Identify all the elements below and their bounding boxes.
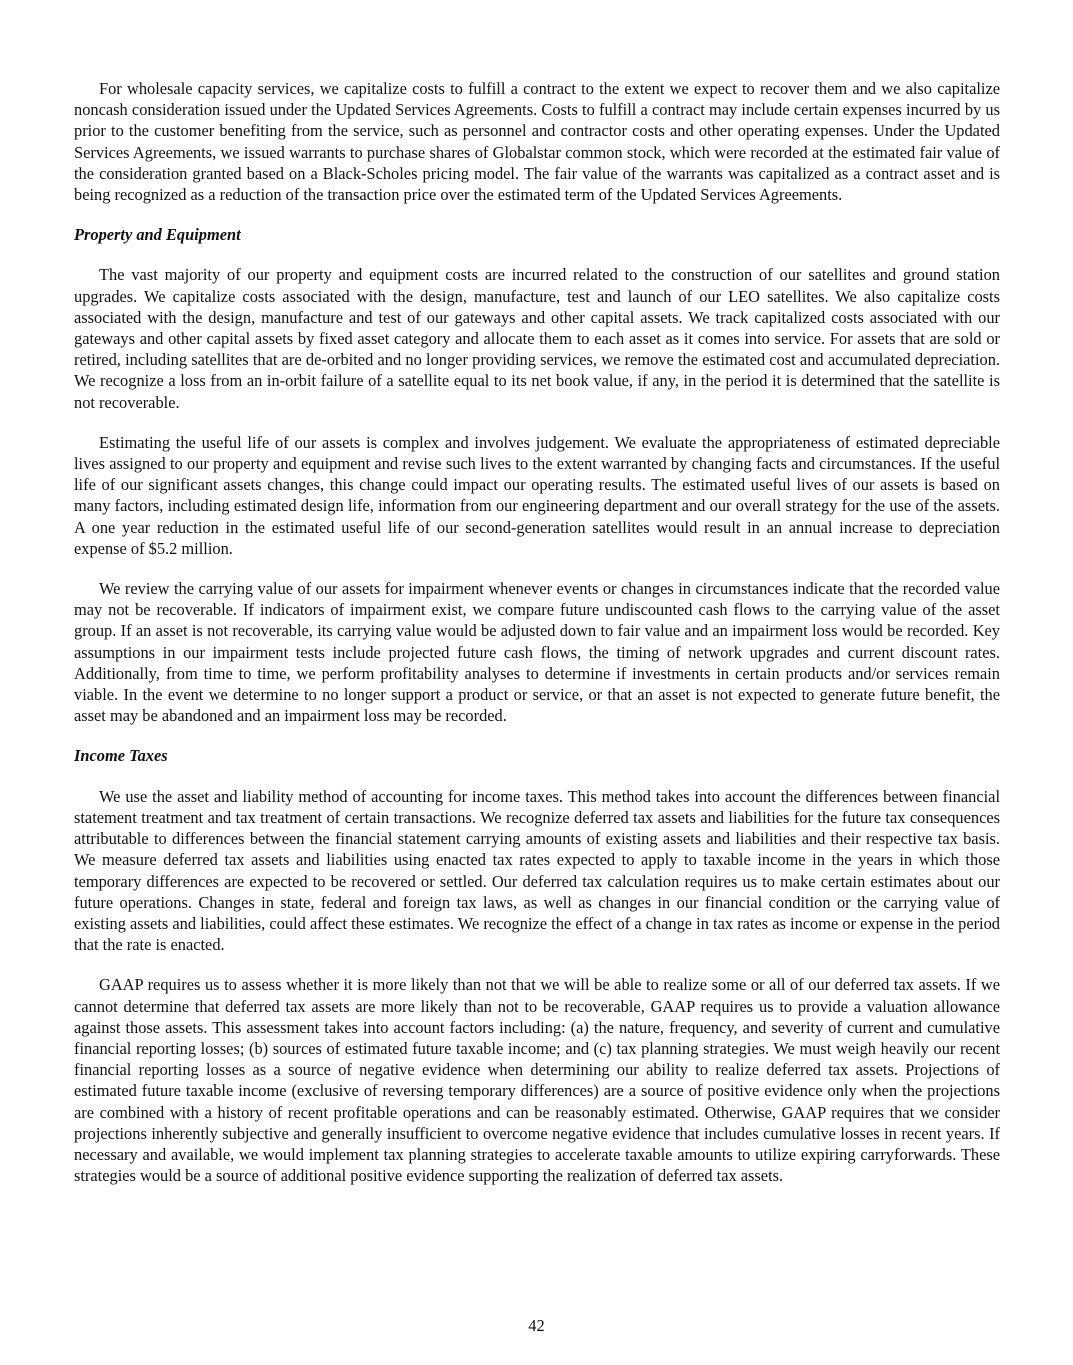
paragraph-property-costs: The vast majority of our property and equipment costs are incurred related to the construction of our satellites and ground station upgrades. We capitalize costs associated with the design, manufacture, test and launch of our LEO satellites. We also capitalize costs associated with the design, manufacture and test of our gateways and other capital assets. We track capitalized costs associated with our gateways and other capital assets by fixed asset category and allocate them to each asset as it comes into service. For assets that are sold or retired, including satellites that are de-orbited and no longer providing services, we remove the estimated cost and accumulated depreciation. We recognize a loss from an in-orbit failure of a satellite equal to its net book value, if any, in the period it is determined that the satellite is not recoverable. — [74, 265, 1000, 412]
paragraph-tax-method: We use the asset and liability method of accounting for income taxes. This method takes into account the differences between financial statement treatment and tax treatment of certain transactions. We recognize deferred tax assets and liabilities for the future tax consequences attributable to differences between the financial statement carrying amounts of existing assets and liabilities and their respective tax basis. We measure deferred tax assets and liabilities using enacted tax rates expected to apply to taxable income in the years in which those temporary differences are expected to be recovered or settled. Our deferred tax calculation requires us to make certain estimates about our future operations. Changes in state, federal and foreign tax laws, as well as changes in our financial condition or the carrying value of existing assets and liabilities, could affect these estimates. We recognize the effect of a change in tax rates as income or expense in the period that the rate is enacted. — [74, 786, 1000, 955]
paragraph-impairment: We review the carrying value of our assets for impairment whenever events or changes in circumstances indicate that the recorded value may not be recoverable. If indicators of impairment exist, we compare future undiscounted cash flows to the carrying value of the asset group. If an asset is not recoverable, its carrying value would be adjusted down to fair value and an impairment loss would be recorded. Key assumptions in our impairment tests include projected future cash flows, the timing of network upgrades and current discount rates. Additionally, from time to time, we perform profitability analyses to determine if investments in certain products and/or services remain viable. In the event we determine to no longer support a product or service, or that an asset is not expected to generate future benefit, the asset may be abandoned and an impairment loss may be recorded. — [74, 579, 1000, 726]
heading-property-and-equipment: Property and Equipment — [74, 225, 241, 245]
document-body — [74, 78, 1000, 1205]
paragraph-valuation-allowance: GAAP requires us to assess whether it is more likely than not that we will be able to realize some or all of our deferred tax assets. If we cannot determine that deferred tax assets are more likely than not to be recoverable, GAAP requires us to provide a valuation allowance against those assets. This assessment takes into account factors including: (a) the nature, frequency, and severity of current and cumulative financial reporting losses; (b) sources of estimated future taxable income; and (c) tax planning strategies. We must weigh heavily our recent financial reporting losses as a source of negative evidence when determining our ability to realize deferred tax assets. Projections of estimated future taxable income (exclusive of reversing temporary differences) are a source of positive evidence only when the projections are combined with a history of recent profitable operations and can be reasonably estimated. Otherwise, GAAP requires that we consider projections inherently subjective and generally insufficient to overcome negative evidence that includes cumulative losses in recent years. If necessary and available, we would implement tax planning strategies to accelerate taxable amounts to utilize expiring carryforwards. These strategies would be a source of additional positive evidence supporting the realization of deferred tax assets. — [74, 975, 1000, 1186]
paragraph-useful-life: Estimating the useful life of our assets is complex and involves judgement. We evaluate the appropriateness of estimated depreciable lives assigned to our property and equipment and revise such lives to the extent warranted by changing facts and circumstances. If the useful life of our significant assets changes, this change could impact our operating results. The estimated useful lives of our assets is based on many factors, including estimated design life, information from our engineering department and our overall strategy for the use of the assets. A one year reduction in the estimated useful life of our second-generation satellites would result in an annual increase to depreciation expense of $5.2 million. — [74, 432, 1000, 558]
page-number: 42 — [528, 1316, 545, 1335]
paragraph-wholesale-capacity: For wholesale capacity services, we capitalize costs to fulfill a contract to the extent we expect to recover them and we also capitalize noncash consideration issued under the Updated Services Agreements. Costs to fulfill a contract may include certain expenses incurred by us prior to the customer benefiting from the service, such as personnel and contractor costs and other operating expenses. Under the Updated Services Agreements, we issued warrants to purchase shares of Globalstar common stock, which were recorded at the estimated fair value of the consideration granted based on a Black-Scholes pricing model. The fair value of the warrants was capitalized as a contract asset and is being recognized as a reduction of the transaction price over the estimated term of the Updated Services Agreements. — [74, 79, 1000, 205]
heading-income-taxes: Income Taxes — [74, 746, 168, 766]
